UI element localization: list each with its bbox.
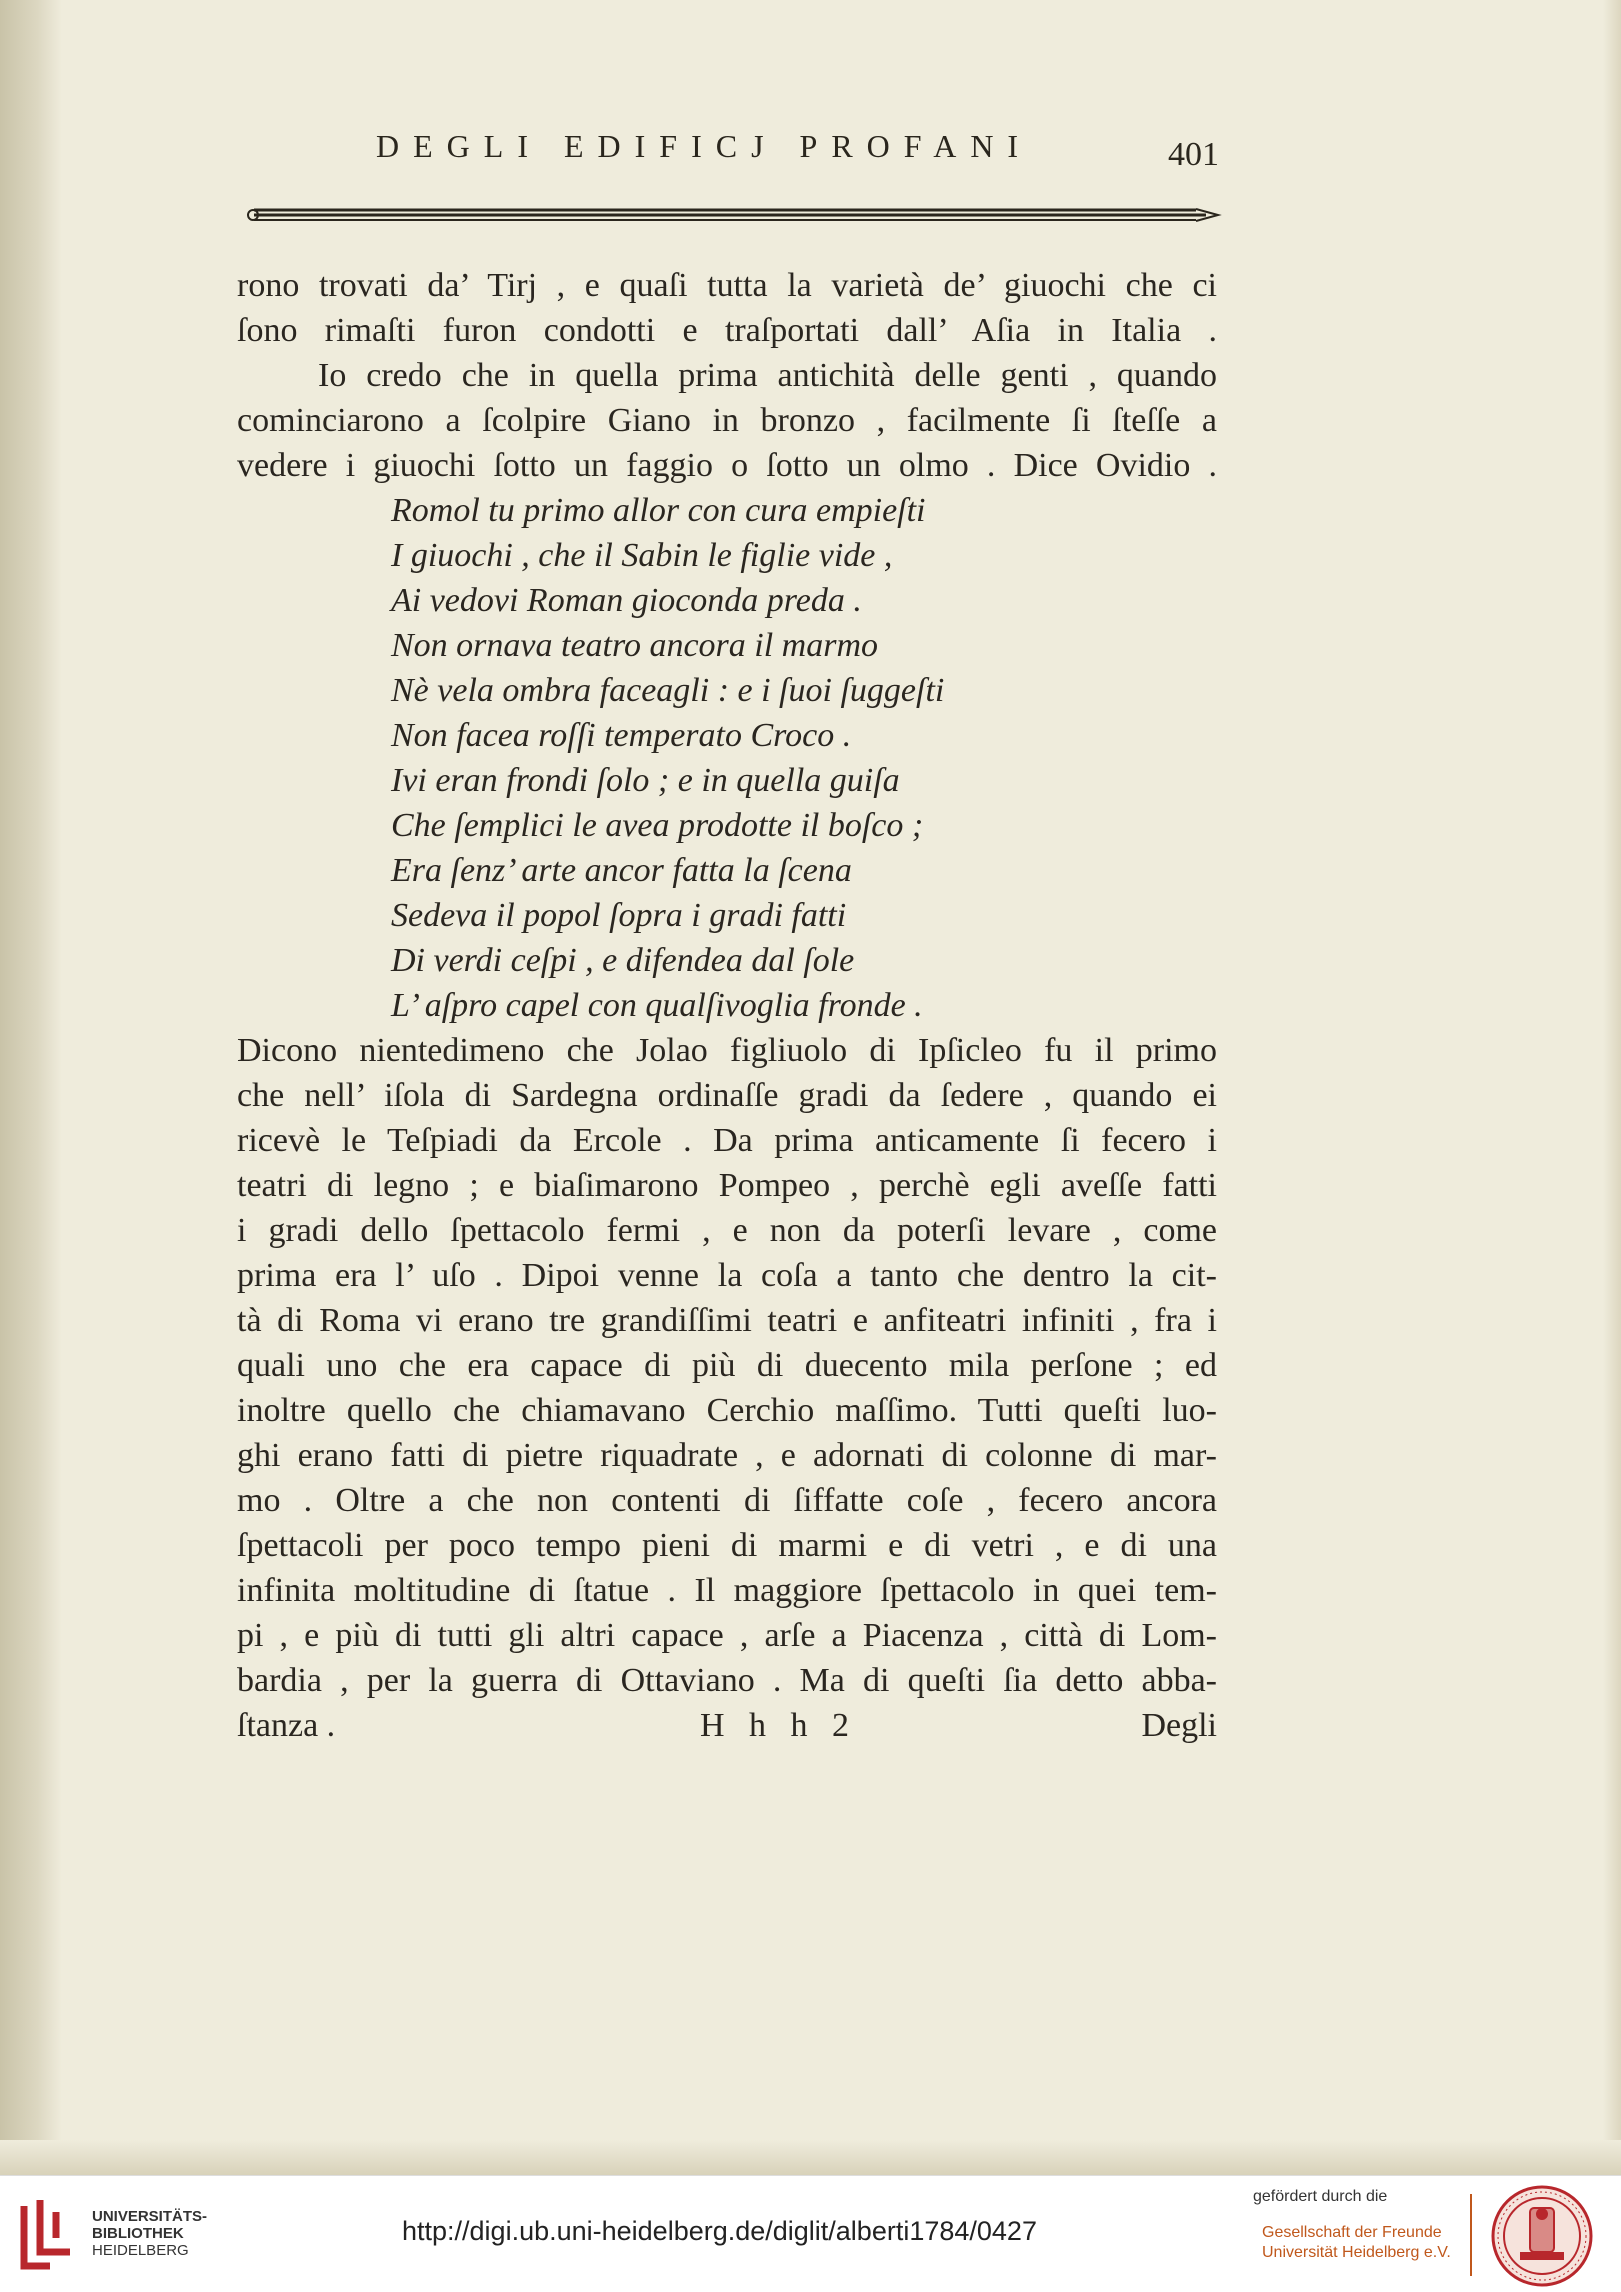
verse-line: Era ſenz’ arte ancor fatta la ſcena <box>391 852 852 889</box>
text-line: i gradi dello ſpettacolo fermi , e non da poterſi levare , come <box>237 1212 1217 1249</box>
text-line: ſpettacoli per poco tempo pieni di marmi e di vetri , e di una <box>237 1527 1217 1564</box>
verse-line: Non ornava teatro ancora il marmo <box>391 627 879 664</box>
verse-line: Ai vedovi Roman gioconda preda . <box>391 582 862 619</box>
text-line: ghi erano fatti di pietre riquadrate , e adornati di colonne di mar- <box>237 1437 1217 1474</box>
last-line <box>237 1703 1217 1748</box>
text-line: inoltre quello che chiamavano Cerchio maſſimo. Tutti queſti luo- <box>237 1392 1217 1429</box>
university-seal-icon <box>1490 2184 1594 2288</box>
funded-by-label: gefördert durch die <box>1253 2188 1388 2205</box>
text-line: prima era l’ uſo . Dipoi venne la coſa a tanto che dentro la cit- <box>237 1257 1217 1294</box>
running-title: DEGLI EDIFICJ PROFANI <box>376 128 1033 164</box>
last-word: ſtanza . <box>237 1707 336 1744</box>
text-line: rono trovati da’ Tirj , e quaſi tutta la varietà de’ giuochi che ci <box>237 267 1217 304</box>
text-line: che nell’ iſola di Sardegna ordinaſſe gradi da ſedere , quando ei <box>237 1077 1217 1114</box>
verse-line: Romol tu primo allor con cura empieſti <box>391 492 926 529</box>
ub-heidelberg-logo-icon[interactable] <box>18 2196 76 2272</box>
ornamental-rule <box>246 205 1222 223</box>
library-name[interactable]: UNIVERSITÄTS- BIBLIOTHEK HEIDELBERG <box>92 2208 208 2259</box>
signature-mark: H h h 2 <box>700 1707 858 1744</box>
verse-line: Ivi eran frondi ſolo ; e in quella guiſa <box>391 762 900 799</box>
page-bottom-shadow <box>0 2140 1621 2175</box>
text-line: quali uno che era capace di più di duecento mila perſone ; ed <box>237 1347 1217 1384</box>
society-name[interactable]: Gesellschaft der Freunde Universität Heidelberg e.V. <box>1262 2224 1451 2261</box>
verse-line: Sedeva il popol ſopra i gradi fatti <box>391 897 847 934</box>
text-line: Dicono nientedimeno che Jolao figliuolo di Ipſicleo fu il primo <box>237 1032 1217 1069</box>
text-line: teatri di legno ; e biaſimarono Pompeo , perchè egli aveſſe fatti <box>237 1167 1217 1204</box>
verse-line: Nè vela ombra faceagli : e i ſuoi ſuggeſti <box>391 672 945 709</box>
verse-line: Che ſemplici le avea prodotte il boſco ; <box>391 807 924 844</box>
verse-line: Non facea roſſi temperato Croco . <box>391 717 852 754</box>
verse-line: Di verdi ceſpi , e difendea dal ſole <box>391 942 855 979</box>
permalink-url[interactable]: http://digi.ub.uni-heidelberg.de/diglit/alberti1784/0427 <box>402 2216 1037 2246</box>
paragraph-start-line: Io credo che in quella prima antichità delle genti , quando <box>318 357 1217 394</box>
text-line: pi , e più di tutti gli altri capace , arſe a Piacenza , città di Lom- <box>237 1617 1217 1654</box>
text-line: tà di Roma vi erano tre grandiſſimi teatri e anfiteatri infiniti , fra i <box>237 1302 1217 1339</box>
text-line: infinita moltitudine di ſtatue . Il maggiore ſpettacolo in quei tem- <box>237 1572 1217 1609</box>
text-line: ſono rimaſti furon condotti e traſportati dall’ Aſia in Italia . <box>237 312 1217 349</box>
page-edge-shadow <box>1603 0 1621 2175</box>
text-line: vedere i giuochi ſotto un faggio o ſotto un olmo . Dice Ovidio . <box>237 447 1217 484</box>
verse-line: L’ aſpro capel con qualſivoglia fronde . <box>391 987 923 1024</box>
footer-divider <box>1470 2194 1472 2276</box>
text-line: ricevè le Teſpiadi da Ercole . Da prima anticamente ſi fecero i <box>237 1122 1217 1159</box>
catchword: Degli <box>1141 1707 1217 1744</box>
text-line: mo . Oltre a che non contenti di ſiffatte coſe , fecero ancora <box>237 1482 1217 1519</box>
text-line: bardia , per la guerra di Ottaviano . Ma di queſti ſia detto abba- <box>237 1662 1217 1699</box>
prose-paragraph <box>237 1028 1217 1748</box>
text-line: cominciarono a ſcolpire Giano in bronzo , facilmente ſi ſteſſe a <box>237 402 1217 439</box>
page-gutter-shadow <box>0 0 62 2175</box>
verse-line: I giuochi , che il Sabin le figlie vide , <box>391 537 893 574</box>
body-text <box>237 263 1217 1748</box>
page-number: 401 <box>1168 136 1219 173</box>
footer-bar <box>0 2175 1621 2292</box>
verse-quotation <box>237 488 1217 1028</box>
